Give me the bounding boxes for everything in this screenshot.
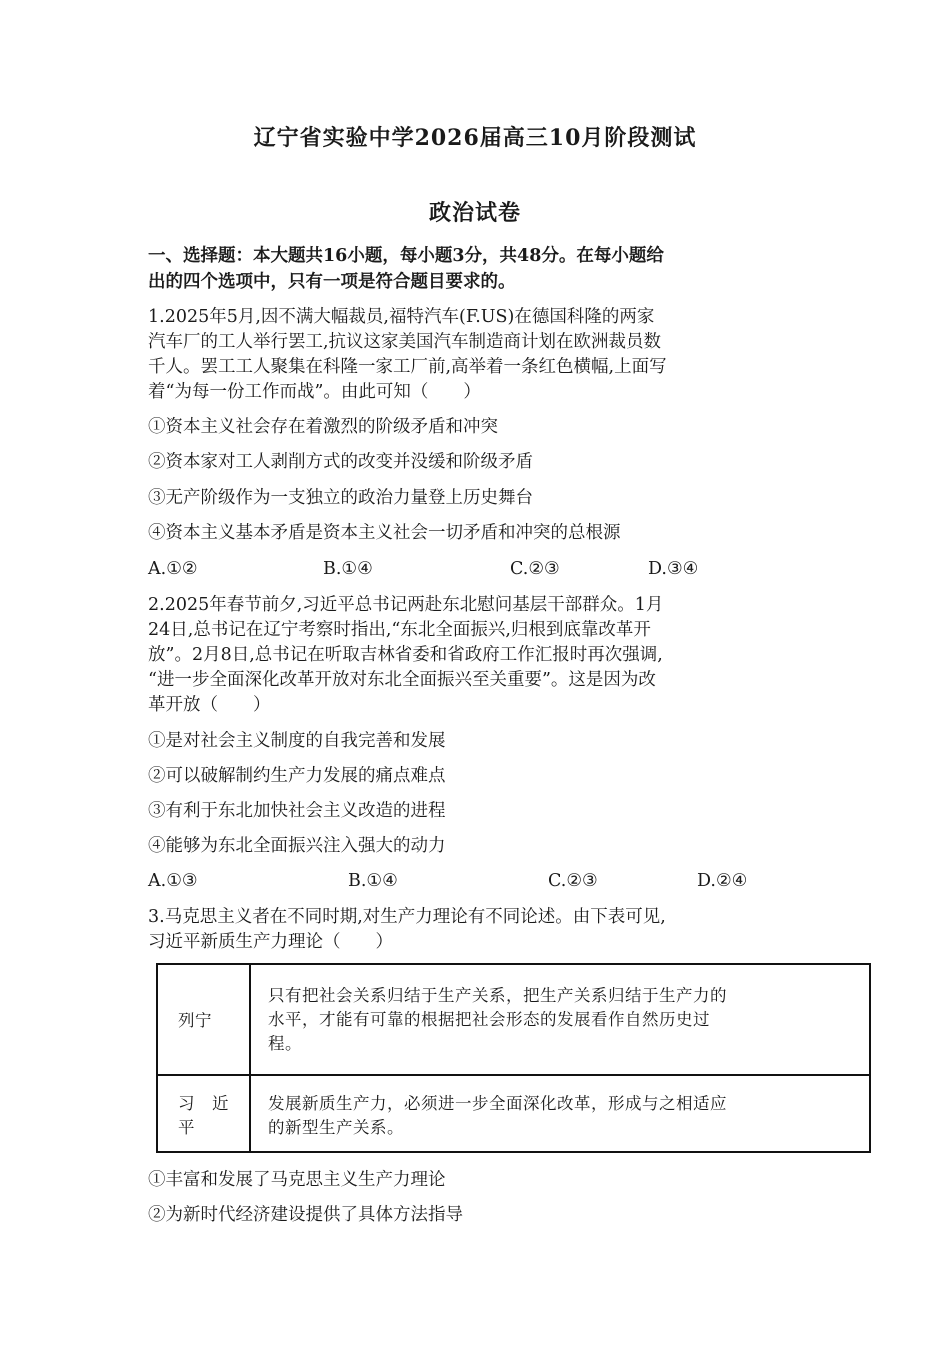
q1-option-b: B.①④ xyxy=(323,559,373,579)
q2-stem-line-1: 2.2025年春节前夕,习近平总书记两赴东北慰问基层干部群众。1月 xyxy=(148,595,664,615)
q1-statement-4: ④资本主义基本矛盾是资本主义社会一切矛盾和冲突的总根源 xyxy=(148,523,621,543)
q1-stem-line-1: 1.2025年5月,因不满大幅裁员,福特汽车(F.US)在德国科隆的两家 xyxy=(148,307,655,327)
table-row-1-text-line-2: 水平，才能有可靠的根据把社会形态的发展看作自然历史过 xyxy=(268,1010,710,1029)
q1-stem-line-4: 着“为每一份工作而战”。由此可知（ ） xyxy=(148,382,481,402)
q2-statement-4: ④能够为东北全面振兴注入强大的动力 xyxy=(148,836,446,856)
q2-stem-line-5: 革开放（ ） xyxy=(148,695,271,715)
q2-option-b: B.①④ xyxy=(348,871,398,891)
table-row-2-name-line-1: 习 近 xyxy=(178,1094,229,1113)
table-row-2-name-line-2: 平 xyxy=(178,1118,195,1137)
q1-statement-2: ②资本家对工人剥削方式的改变并没缓和阶级矛盾 xyxy=(148,452,533,472)
q2-statement-3: ③有利于东北加快社会主义改造的进程 xyxy=(148,801,446,821)
q1-option-c: C.②③ xyxy=(510,559,560,579)
q3-stem-line-1: 3.马克思主义者在不同时期,对生产力理论有不同论述。由下表可见, xyxy=(148,907,666,927)
section-heading-line-2: 出的四个选项中，只有一项是符合题目要求的。 xyxy=(148,272,516,292)
table-row-1-text-line-3: 程。 xyxy=(268,1034,302,1053)
q3-stem-line-2: 习近平新质生产力理论（ ） xyxy=(148,932,393,952)
q2-statement-2: ②可以破解制约生产力发展的痛点难点 xyxy=(148,766,446,786)
q2-stem-line-3: 放”。2月8日,总书记在听取吉林省委和省政府工作汇报时再次强调, xyxy=(148,645,663,665)
q1-statement-3: ③无产阶级作为一支独立的政治力量登上历史舞台 xyxy=(148,488,533,508)
q2-statement-1: ①是对社会主义制度的自我完善和发展 xyxy=(148,731,446,751)
q3-statement-1: ①丰富和发展了马克思主义生产力理论 xyxy=(148,1170,446,1190)
table-row-divider xyxy=(158,1074,869,1076)
q3-statement-2: ②为新时代经济建设提供了具体方法指导 xyxy=(148,1205,463,1225)
exam-title: 辽宁省实验中学2026届高三10月阶段测试 xyxy=(253,125,697,151)
comparison-table xyxy=(156,963,871,1153)
table-row-2-text-line-1: 发展新质生产力，必须进一步全面深化改革，形成与之相适应 xyxy=(268,1094,727,1113)
q2-option-d: D.②④ xyxy=(697,871,748,891)
section-heading-line-1: 一、选择题：本大题共16小题，每小题3分，共48分。在每小题给 xyxy=(148,246,664,266)
q2-stem-line-2: 24日,总书记在辽宁考察时指出,“东北全面振兴,归根到底靠改革开 xyxy=(148,620,651,640)
table-row-2-text-line-2: 的新型生产关系。 xyxy=(268,1118,404,1137)
q2-stem-line-4: “进一步全面深化改革开放对东北全面振兴至关重要”。这是因为改 xyxy=(148,670,656,690)
q1-stem-line-3: 千人。罢工工人聚集在科隆一家工厂前,高举着一条红色横幅,上面写 xyxy=(148,357,667,377)
exam-subtitle: 政治试卷 xyxy=(428,200,521,226)
q2-option-c: C.②③ xyxy=(548,871,598,891)
q1-option-d: D.③④ xyxy=(648,559,699,579)
table-column-divider xyxy=(249,965,251,1151)
q2-option-a: A.①③ xyxy=(148,871,198,891)
q1-option-a: A.①② xyxy=(148,559,198,579)
q1-statement-1: ①资本主义社会存在着激烈的阶级矛盾和冲突 xyxy=(148,417,498,437)
q1-stem-line-2: 汽车厂的工人举行罢工,抗议这家美国汽车制造商计划在欧洲裁员数 xyxy=(148,332,662,352)
table-row-1-name: 列宁 xyxy=(178,1011,212,1030)
table-row-1-text-line-1: 只有把社会关系归结于生产关系，把生产关系归结于生产力的 xyxy=(268,986,727,1005)
